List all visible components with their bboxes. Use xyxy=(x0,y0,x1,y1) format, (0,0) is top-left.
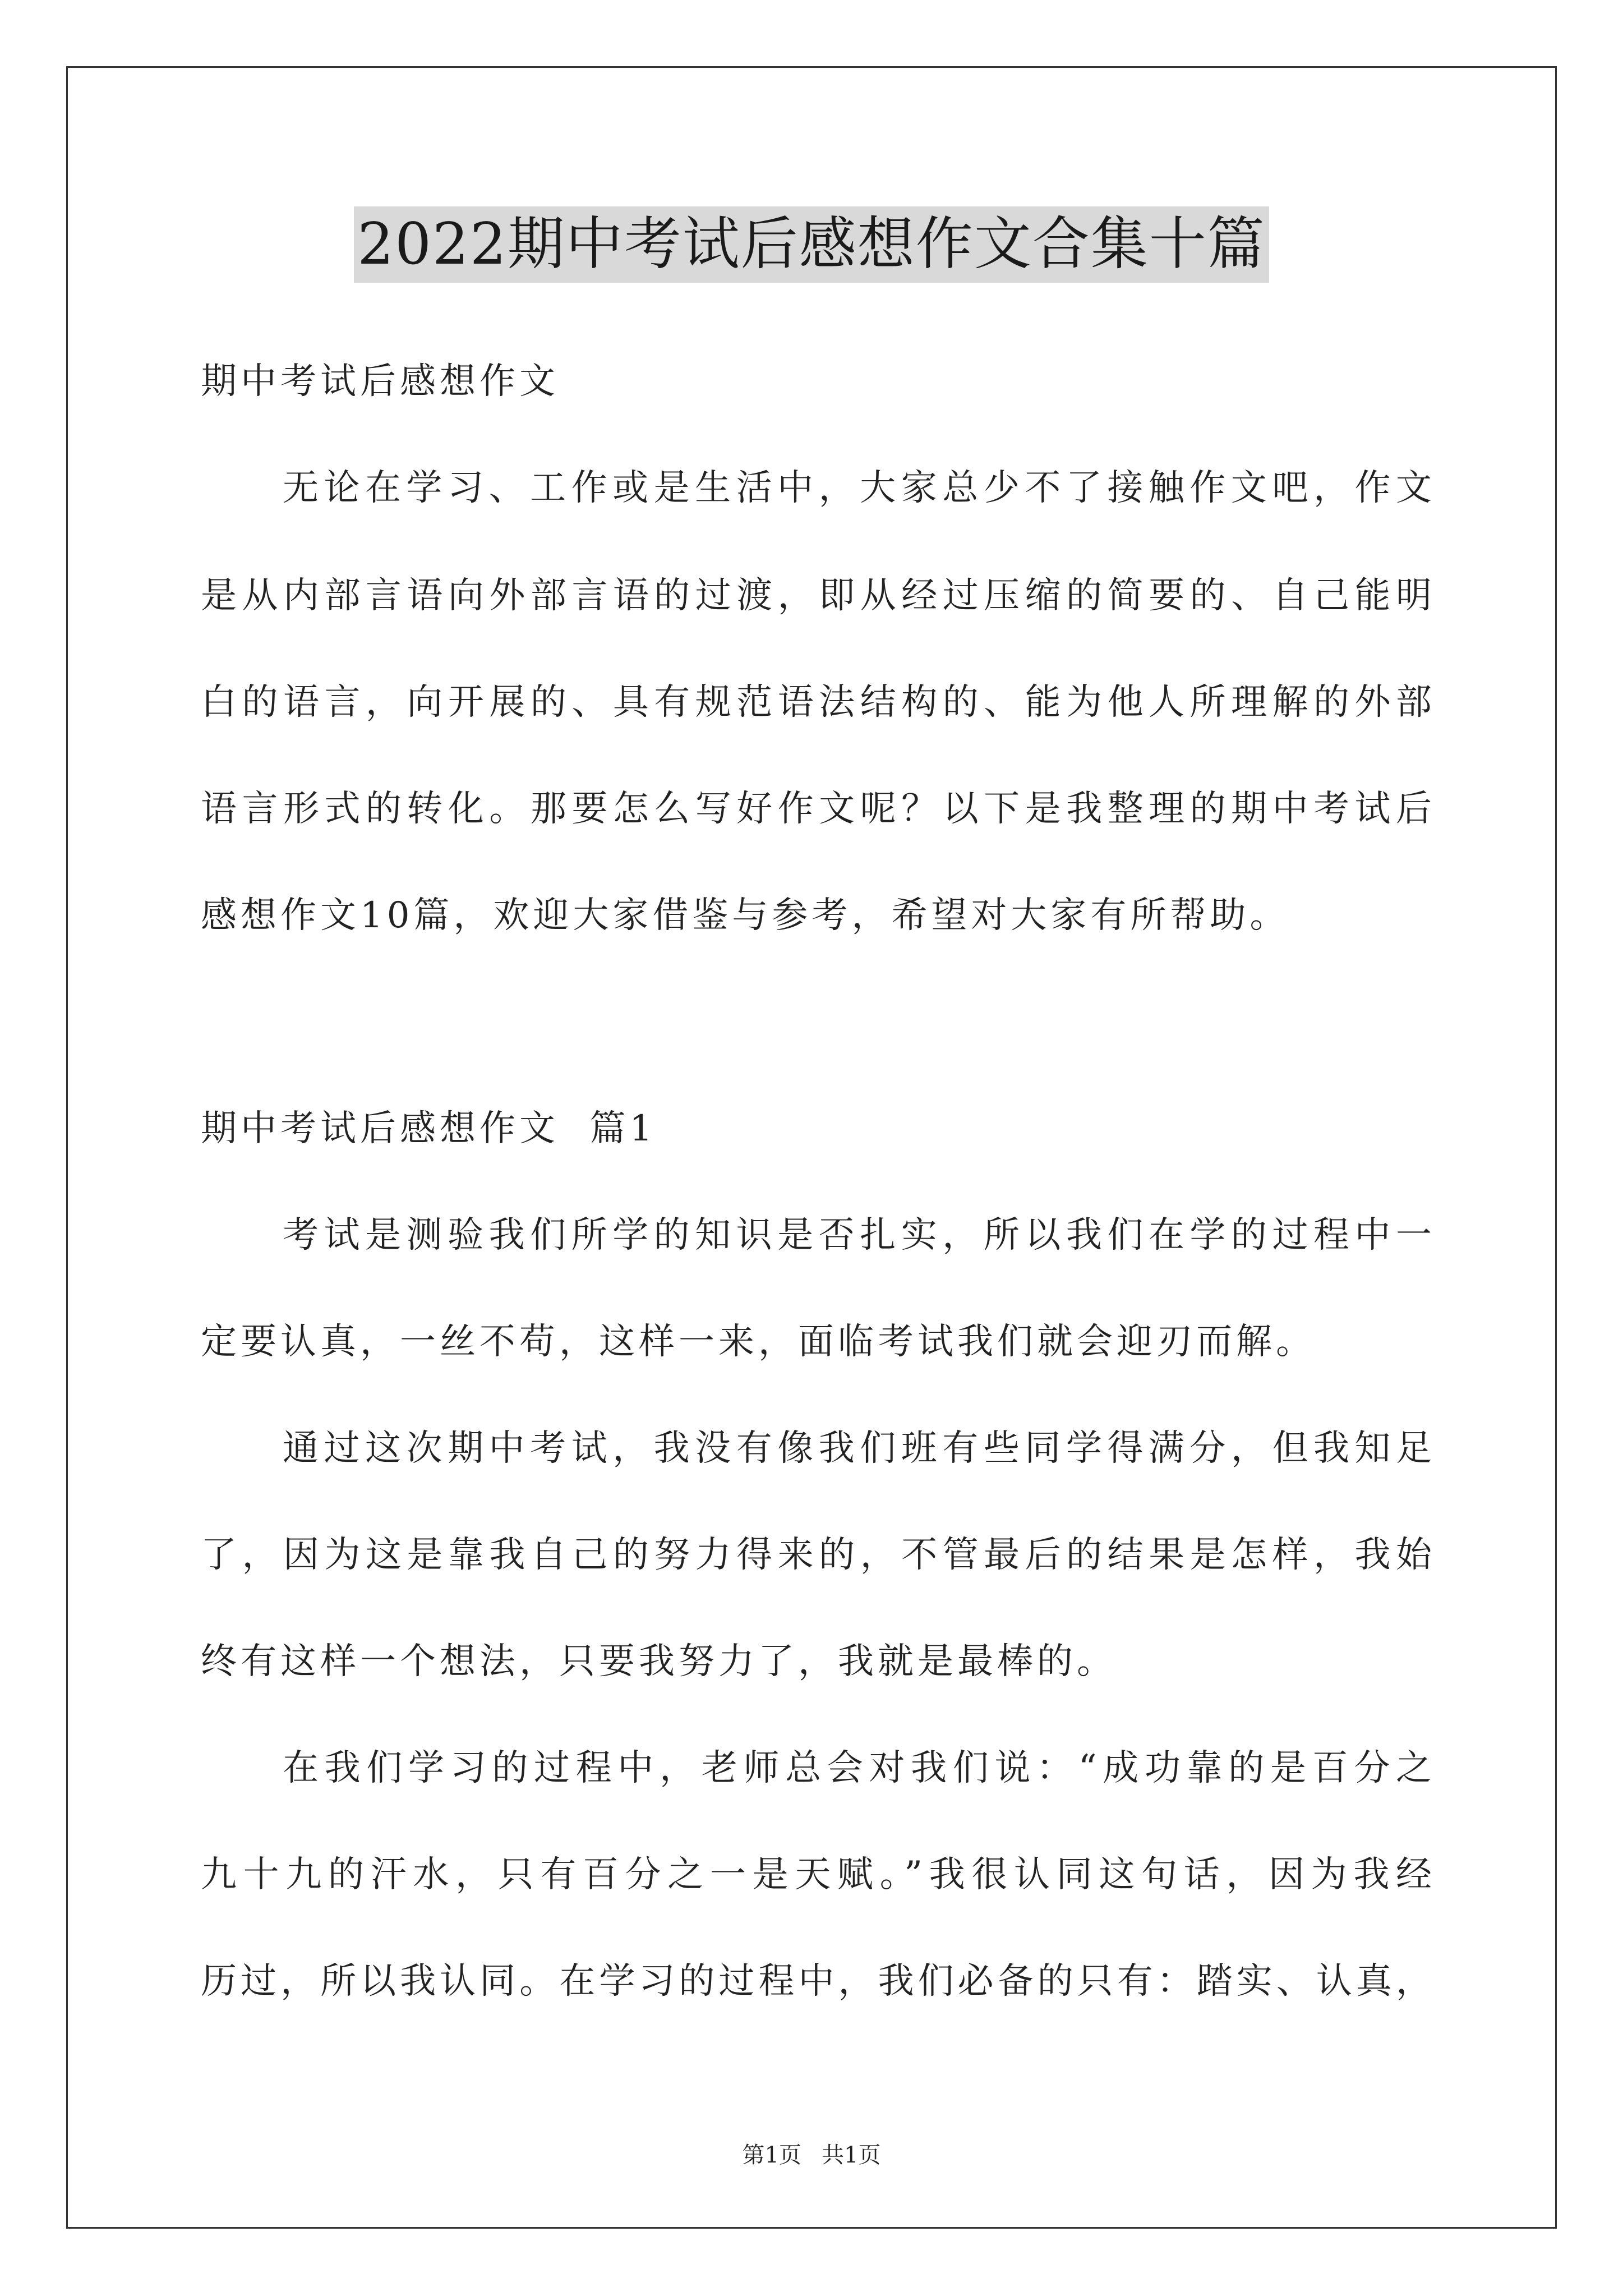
paragraph-line: 通过这次期中考试，我没有像我们班有些同学得满分，但我知足 xyxy=(283,1428,1432,1469)
intro-line: 白的语言，向开展的、具有规范语法结构的、能为他人所理解的外部 xyxy=(201,682,1432,723)
paragraph-line: 历过，所以我认同。在学习的过程中，我们必备的只有：踏实、认真， xyxy=(201,1961,1432,2002)
intro-line: 无论在学习、工作或是生活中，大家总少不了接触作文吧，作文 xyxy=(283,467,1432,509)
intro-line: 语言形式的转化。那要怎么写好作文呢？以下是我整理的期中考试后 xyxy=(201,788,1432,830)
document-title: 2022期中考试后感想作文合集十篇 xyxy=(354,206,1269,283)
intro-line: 感想作文10篇，欢迎大家借鉴与参考，希望对大家有所帮助。 xyxy=(201,895,1290,936)
paragraph-line: 终有这样一个想法，只要我努力了，我就是最棒的。 xyxy=(201,1641,1117,1682)
section-heading: 期中考试后感想作文 xyxy=(201,361,559,402)
paragraph-line: 在我们学习的过程中，老师总会对我们说：“成功靠的是百分之 xyxy=(283,1747,1432,1789)
article-heading: 期中考试后感想作文 篇1 xyxy=(201,1108,657,1149)
paragraph-line: 了，因为这是靠我自己的努力得来的，不管最后的结果是怎样，我始 xyxy=(201,1534,1432,1576)
intro-line: 是从内部言语向外部言语的过渡，即从经过压缩的简要的、自己能明 xyxy=(201,575,1432,616)
title-container xyxy=(0,206,1623,283)
page-number-current: 第1页 xyxy=(742,2142,801,2168)
page-footer xyxy=(0,2142,1623,2169)
page-number-total: 共1页 xyxy=(822,2142,881,2168)
paragraph-line: 考试是测验我们所学的知识是否扎实，所以我们在学的过程中一 xyxy=(283,1214,1432,1256)
paragraph-line: 九十九的汗水，只有百分之一是天赋。”我很认同这句话，因为我经 xyxy=(201,1854,1432,1895)
paragraph-line: 定要认真，一丝不苟，这样一来，面临考试我们就会迎刃而解。 xyxy=(201,1321,1316,1363)
